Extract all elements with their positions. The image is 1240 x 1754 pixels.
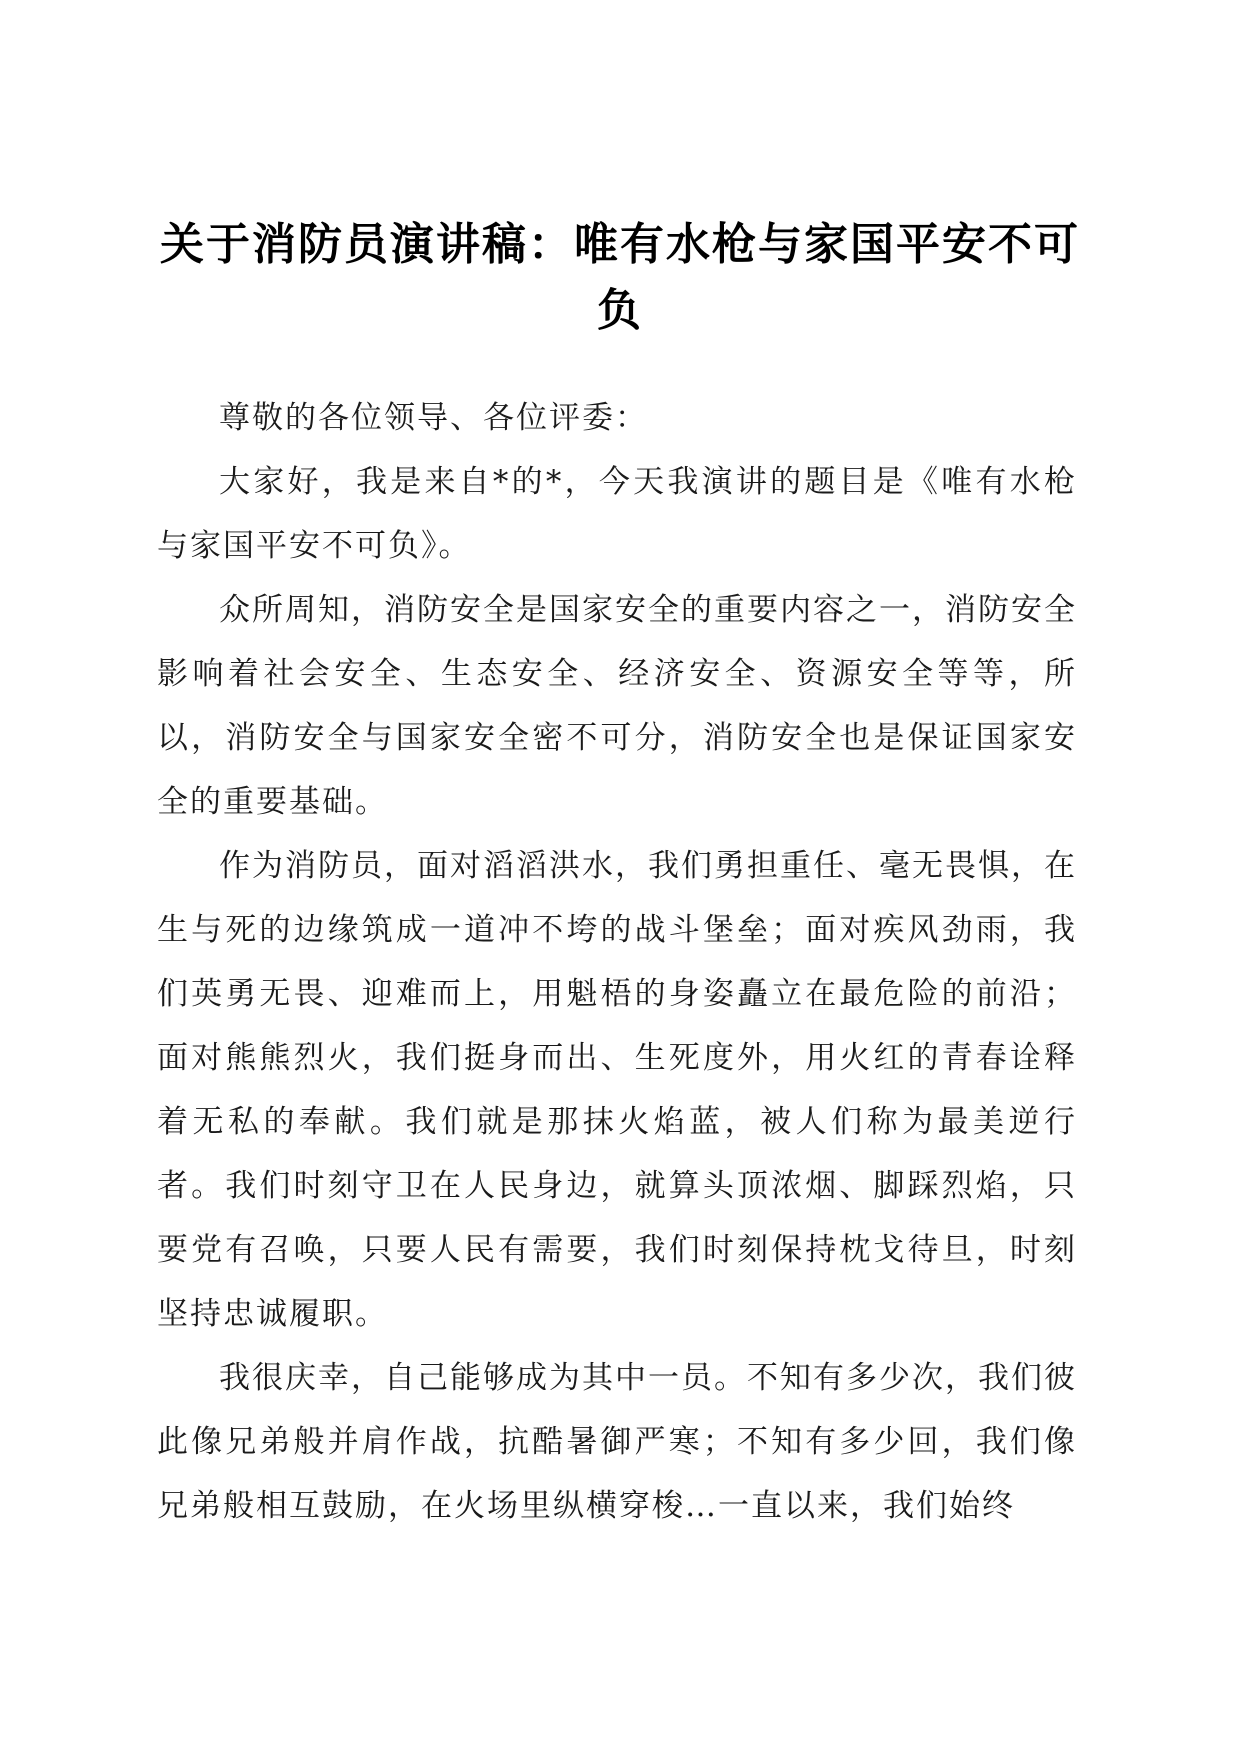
paragraph-fire-safety-importance: 众所周知，消防安全是国家安全的重要内容之一，消防安全影响着社会安全、生态安全、经济安全、资源安全等等，所以，消防安全与国家安全密不可分，消防安全也是保证国家安全的重要基础。 — [157, 592, 1077, 820]
document-title: 关于消防员演讲稿：唯有水枪与家国平安不可负 — [160, 219, 1080, 336]
paragraph-brotherhood: 我很庆幸，自己能够成为其中一员。不知有多少次，我们彼此像兄弟般并肩作战，抗酷暑御严寒；不知有多少回，我们像兄弟般相互鼓励，在火场里纵横穿梭…一直以来，我们始终 — [157, 1360, 1077, 1524]
document-body — [157, 386, 1077, 1538]
paragraph-firefighter-duty: 作为消防员，面对滔滔洪水，我们勇担重任、毫无畏惧，在生与死的边缘筑成一道冲不垮的战斗堡垒；面对疾风劲雨，我们英勇无畏、迎难而上，用魁梧的身姿矗立在最危险的前沿；面对熊熊烈火，我们挺身而出、生死度外，用火红的青春诠释着无私的奉献。我们就是那抹火焰蓝，被人们称为最美逆行者。我们时刻守卫在人民身边，就算头顶浓烟、脚踩烈焰，只要党有召唤，只要人民有需要，我们时刻保持枕戈待旦，时刻坚持忠诚履职。 — [157, 848, 1077, 1332]
paragraph-introduction: 大家好，我是来自*的*，今天我演讲的题目是《唯有水枪与家国平安不可负》。 — [157, 464, 1077, 564]
paragraph-salutation: 尊敬的各位领导、各位评委： — [219, 400, 648, 436]
